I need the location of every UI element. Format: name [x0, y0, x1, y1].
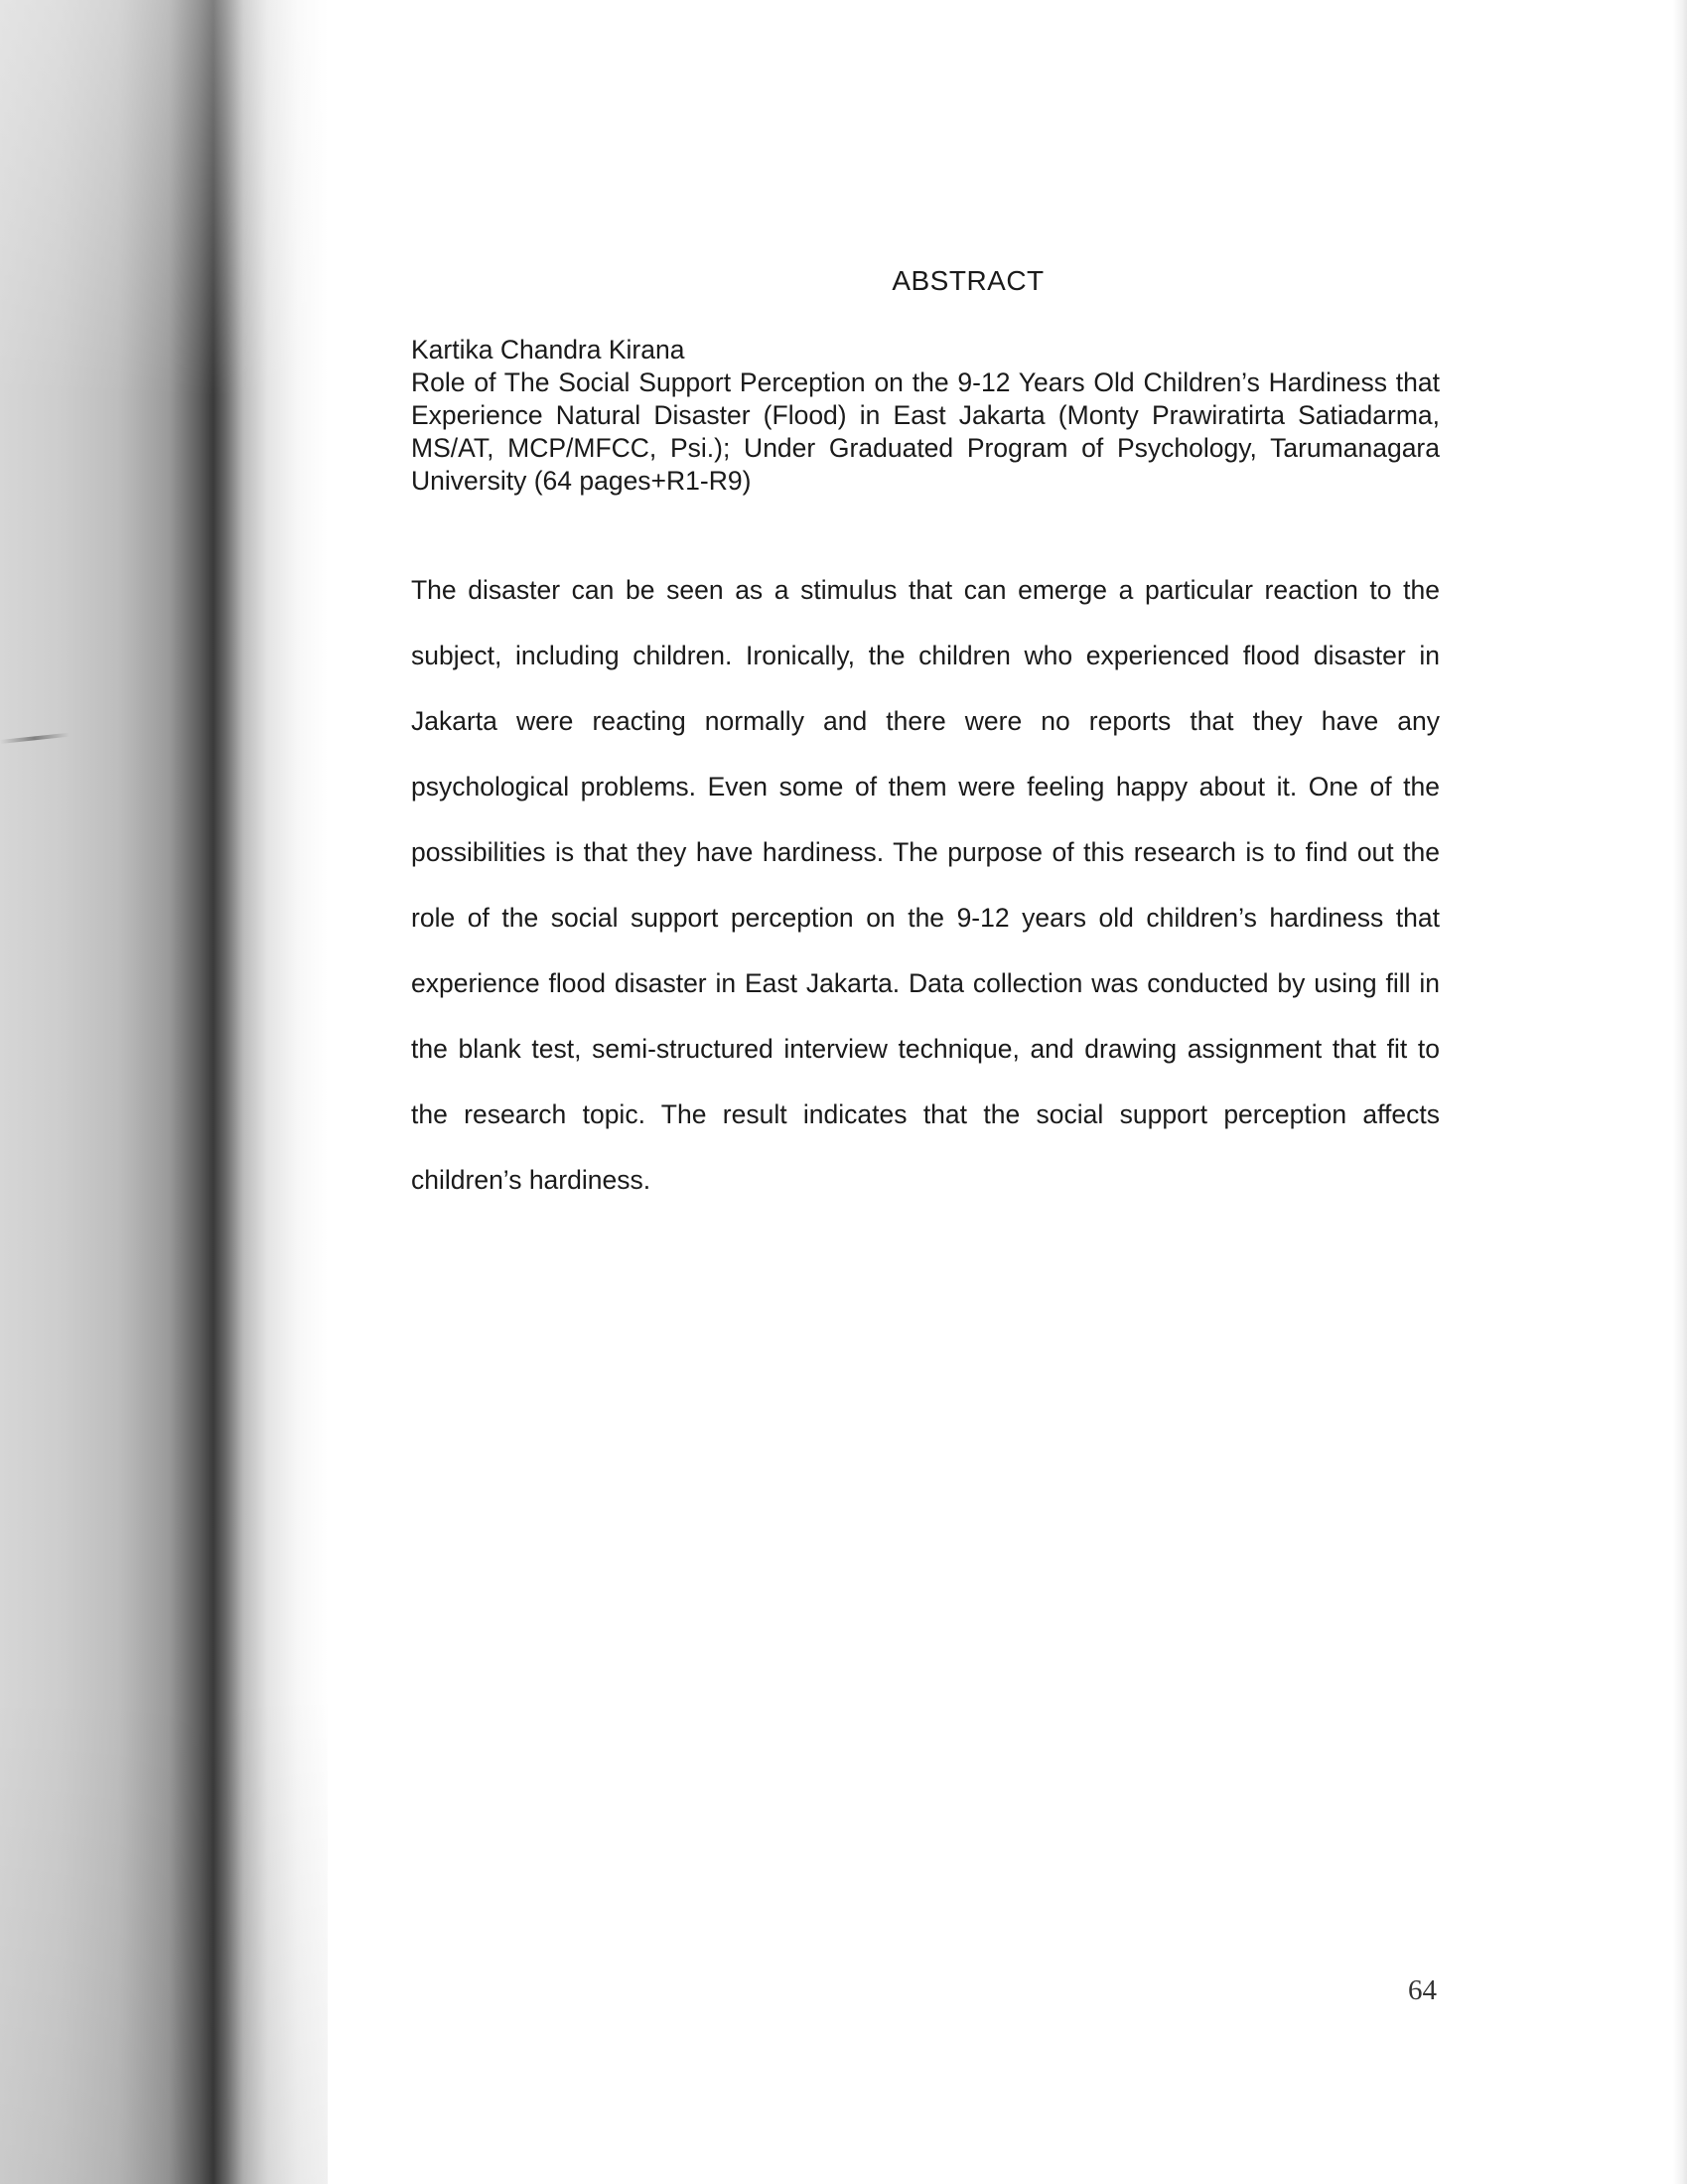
abstract-header — [411, 334, 1440, 498]
page-right-edge — [1673, 0, 1687, 2184]
author-name: Kartika Chandra Kirana — [411, 335, 685, 364]
abstract-body: The disaster can be seen as a stimulus that can emerge a particular reaction to the subject, including children. Ironically, the children who experienced flood disaster in Jakarta were reacting normally and there were no reports that they have any psychological problems. Even some of them were feeling happy about it. One of the possibilities is that they have hardiness. The purpose of this research is to find out the role of the social support perception on the 9-12 years old children’s hardiness that experience flood disaster in East Jakarta. Data collection was conducted by using fill in the blank test, semi-structured interview technique, and drawing assignment that fit to the research topic. The result indicates that the social support perception affects children’s hardiness. — [411, 575, 1440, 1195]
page-number: 64 — [1408, 1974, 1437, 2006]
abstract-title: ABSTRACT — [892, 265, 1045, 296]
thesis-citation: Role of The Social Support Perception on the 9-12 Years Old Children’s Hardiness that Experience Natural Disaster (Flood) in East Jakarta (Monty Prawiratirta Satiadarma, MS/AT, MCP/MFCC, Psi.); Under Graduated Program of Psychology, Tarumanagara University (64 pages+R1-R9) — [411, 367, 1440, 496]
scan-binding-shadow — [0, 0, 328, 2184]
